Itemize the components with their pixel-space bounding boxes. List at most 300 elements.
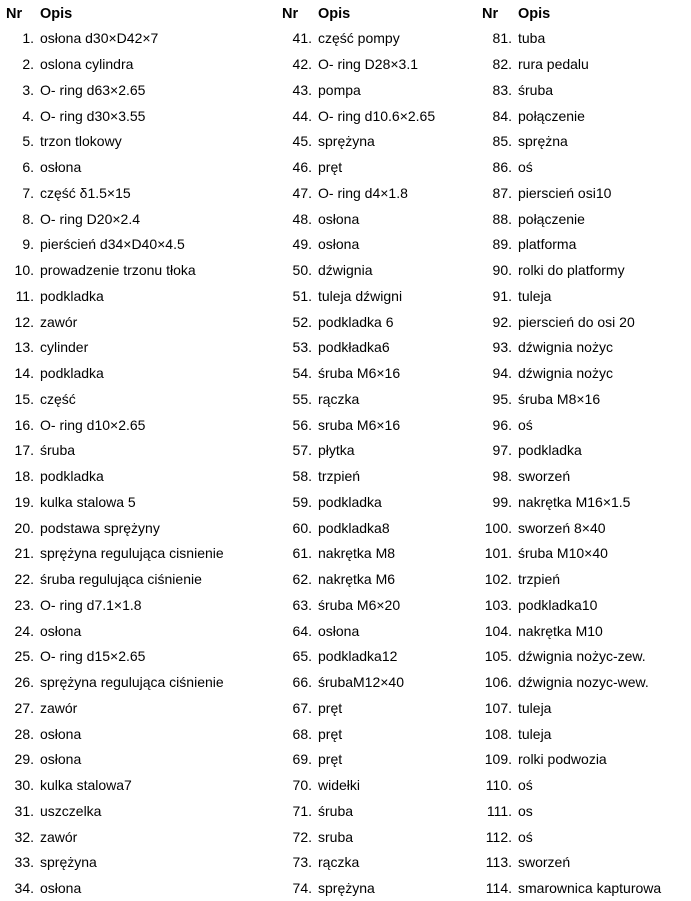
part-description: osłona xyxy=(40,751,278,767)
part-row xyxy=(482,850,689,876)
part-row xyxy=(482,618,689,644)
part-description: nakrętka M10 xyxy=(518,623,689,639)
part-number: 95. xyxy=(482,391,518,407)
part-row xyxy=(282,26,478,52)
part-row xyxy=(482,26,689,52)
part-description: pręt xyxy=(318,726,478,742)
part-description: platforma xyxy=(518,236,689,252)
part-row xyxy=(482,154,689,180)
part-row xyxy=(282,206,478,232)
part-description: śruba xyxy=(40,442,278,458)
part-description: os xyxy=(518,803,689,819)
part-row xyxy=(482,489,689,515)
part-row xyxy=(482,515,689,541)
part-row xyxy=(482,669,689,695)
part-number: 65. xyxy=(282,648,318,664)
part-number: 12. xyxy=(6,314,40,330)
part-row xyxy=(482,283,689,309)
part-description: podkladka10 xyxy=(518,597,689,613)
part-description: sprężyna xyxy=(40,854,278,870)
part-description: O- ring d15×2.65 xyxy=(40,648,278,664)
part-row xyxy=(6,438,278,464)
part-row xyxy=(482,695,689,721)
part-description: dźwignia nożyc-zew. xyxy=(518,648,689,664)
part-number: 8. xyxy=(6,211,40,227)
part-number: 109. xyxy=(482,751,518,767)
part-description: śruba M8×16 xyxy=(518,391,689,407)
part-description: osłona xyxy=(318,623,478,639)
part-number: 98. xyxy=(482,468,518,484)
part-row xyxy=(282,618,478,644)
part-number: 67. xyxy=(282,700,318,716)
part-row xyxy=(282,412,478,438)
part-number: 74. xyxy=(282,880,318,896)
part-number: 71. xyxy=(282,803,318,819)
part-number: 6. xyxy=(6,159,40,175)
part-number: 47. xyxy=(282,185,318,201)
part-number: 102. xyxy=(482,571,518,587)
part-number: 14. xyxy=(6,365,40,381)
part-row xyxy=(282,515,478,541)
part-row xyxy=(482,206,689,232)
part-number: 64. xyxy=(282,623,318,639)
part-description: śruba M10×40 xyxy=(518,545,689,561)
part-description: trzpień xyxy=(318,468,478,484)
part-description: trzon tlokowy xyxy=(40,133,278,149)
part-description: oś xyxy=(518,829,689,845)
part-row xyxy=(282,566,478,592)
part-number: 61. xyxy=(282,545,318,561)
part-description: sprężyna regulująca cisnienie xyxy=(40,545,278,561)
part-description: sprężna xyxy=(518,133,689,149)
part-description: O- ring d10.6×2.65 xyxy=(318,108,478,124)
part-number: 70. xyxy=(282,777,318,793)
part-number: 34. xyxy=(6,880,40,896)
part-number: 101. xyxy=(482,545,518,561)
part-description: pręt xyxy=(318,159,478,175)
part-description: oś xyxy=(518,159,689,175)
part-description: pierścień d34×D40×4.5 xyxy=(40,236,278,252)
part-number: 21. xyxy=(6,545,40,561)
part-description: osłona xyxy=(40,159,278,175)
part-number: 81. xyxy=(482,30,518,46)
part-row xyxy=(6,721,278,747)
part-row xyxy=(6,695,278,721)
part-description: połączenie xyxy=(518,211,689,227)
column-header xyxy=(282,4,478,24)
part-description: podkladka8 xyxy=(318,520,478,536)
part-row xyxy=(6,772,278,798)
part-description: O- ring D28×3.1 xyxy=(318,56,478,72)
part-number: 1. xyxy=(6,30,40,46)
part-row xyxy=(6,489,278,515)
part-description: dźwignia nożyc xyxy=(518,365,689,381)
part-description: O- ring d10×2.65 xyxy=(40,417,278,433)
part-description: zawór xyxy=(40,829,278,845)
part-row xyxy=(482,412,689,438)
part-row xyxy=(282,850,478,876)
part-row xyxy=(282,875,478,901)
part-description: pręt xyxy=(318,751,478,767)
part-row xyxy=(6,541,278,567)
part-number: 19. xyxy=(6,494,40,510)
part-description: oś xyxy=(518,417,689,433)
part-row xyxy=(6,309,278,335)
part-description: O- ring d63×2.65 xyxy=(40,82,278,98)
part-number: 30. xyxy=(6,777,40,793)
part-row xyxy=(6,180,278,206)
part-row xyxy=(282,798,478,824)
part-row xyxy=(282,77,478,103)
part-number: 108. xyxy=(482,726,518,742)
part-description: osłona xyxy=(40,623,278,639)
part-description: oś xyxy=(518,777,689,793)
part-row xyxy=(6,592,278,618)
part-number: 48. xyxy=(282,211,318,227)
part-row xyxy=(282,335,478,361)
header-nr: Nr xyxy=(6,6,40,22)
parts-rows xyxy=(482,26,689,901)
header-opis: Opis xyxy=(40,6,278,22)
part-description: sprężyna xyxy=(318,133,478,149)
part-row xyxy=(6,283,278,309)
part-number: 112. xyxy=(482,829,518,845)
part-number: 50. xyxy=(282,262,318,278)
part-row xyxy=(282,360,478,386)
part-number: 11. xyxy=(6,288,40,304)
part-number: 113. xyxy=(482,854,518,870)
part-number: 33. xyxy=(6,854,40,870)
part-number: 103. xyxy=(482,597,518,613)
part-row xyxy=(6,51,278,77)
parts-rows xyxy=(6,26,278,901)
part-number: 84. xyxy=(482,108,518,124)
part-number: 51. xyxy=(282,288,318,304)
part-row xyxy=(482,644,689,670)
part-row xyxy=(6,129,278,155)
part-description: prowadzenie trzonu tłoka xyxy=(40,262,278,278)
part-description: sworzeń xyxy=(518,854,689,870)
part-description: sruba M6×16 xyxy=(318,417,478,433)
parts-rows xyxy=(282,26,478,901)
part-number: 59. xyxy=(282,494,318,510)
part-number: 82. xyxy=(482,56,518,72)
part-description: O- ring d7.1×1.8 xyxy=(40,597,278,613)
part-row xyxy=(282,438,478,464)
part-number: 5. xyxy=(6,133,40,149)
part-description: rączka xyxy=(318,391,478,407)
part-row xyxy=(6,154,278,180)
part-row xyxy=(282,489,478,515)
part-description: połączenie xyxy=(518,108,689,124)
part-description: płytka xyxy=(318,442,478,458)
part-row xyxy=(6,26,278,52)
part-description: dźwignia nożyc xyxy=(518,339,689,355)
part-row xyxy=(282,824,478,850)
part-row xyxy=(482,824,689,850)
part-row xyxy=(6,747,278,773)
part-number: 88. xyxy=(482,211,518,227)
part-row xyxy=(282,257,478,283)
part-number: 62. xyxy=(282,571,318,587)
part-number: 114. xyxy=(482,880,518,896)
part-row xyxy=(282,103,478,129)
part-description: tuba xyxy=(518,30,689,46)
part-number: 73. xyxy=(282,854,318,870)
part-row xyxy=(282,283,478,309)
part-row xyxy=(282,747,478,773)
part-number: 22. xyxy=(6,571,40,587)
part-number: 63. xyxy=(282,597,318,613)
part-number: 44. xyxy=(282,108,318,124)
part-row xyxy=(6,644,278,670)
part-row xyxy=(482,51,689,77)
part-row xyxy=(6,257,278,283)
part-number: 83. xyxy=(482,82,518,98)
part-description: O- ring d4×1.8 xyxy=(318,185,478,201)
part-description: O- ring D20×2.4 xyxy=(40,211,278,227)
part-description: smarownica kapturowa xyxy=(518,880,689,896)
part-row xyxy=(6,618,278,644)
part-row xyxy=(6,412,278,438)
part-description: trzpień xyxy=(518,571,689,587)
part-number: 111. xyxy=(482,803,518,819)
part-row xyxy=(482,257,689,283)
part-description: O- ring d30×3.55 xyxy=(40,108,278,124)
part-row xyxy=(482,386,689,412)
part-row xyxy=(6,824,278,850)
part-row xyxy=(6,566,278,592)
part-number: 90. xyxy=(482,262,518,278)
part-number: 85. xyxy=(482,133,518,149)
part-description: zawór xyxy=(40,314,278,330)
part-number: 9. xyxy=(6,236,40,252)
part-row xyxy=(6,206,278,232)
part-description: rączka xyxy=(318,854,478,870)
part-row xyxy=(282,592,478,618)
part-row xyxy=(482,232,689,258)
part-description: osłona d30×D42×7 xyxy=(40,30,278,46)
part-row xyxy=(282,154,478,180)
part-row xyxy=(6,360,278,386)
header-opis: Opis xyxy=(518,6,689,22)
part-description: oslona cylindra xyxy=(40,56,278,72)
part-description: rura pedalu xyxy=(518,56,689,72)
part-description: osłona xyxy=(318,236,478,252)
part-number: 26. xyxy=(6,674,40,690)
part-row xyxy=(282,51,478,77)
part-row xyxy=(282,772,478,798)
part-row xyxy=(282,695,478,721)
part-number: 107. xyxy=(482,700,518,716)
part-number: 69. xyxy=(282,751,318,767)
part-number: 49. xyxy=(282,236,318,252)
column-header xyxy=(6,4,278,24)
part-description: osłona xyxy=(40,880,278,896)
part-description: podkladka12 xyxy=(318,648,478,664)
part-number: 13. xyxy=(6,339,40,355)
part-row xyxy=(482,77,689,103)
part-row xyxy=(482,772,689,798)
part-number: 86. xyxy=(482,159,518,175)
part-description: śruba regulująca ciśnienie xyxy=(40,571,278,587)
part-number: 58. xyxy=(282,468,318,484)
part-number: 29. xyxy=(6,751,40,767)
part-number: 25. xyxy=(6,648,40,664)
part-description: rolki podwozia xyxy=(518,751,689,767)
part-description: podkładka6 xyxy=(318,339,478,355)
part-description: śrubaM12×40 xyxy=(318,674,478,690)
part-description: kulka stalowa7 xyxy=(40,777,278,793)
part-row xyxy=(6,669,278,695)
part-row xyxy=(6,103,278,129)
part-number: 15. xyxy=(6,391,40,407)
part-description: osłona xyxy=(40,726,278,742)
part-row xyxy=(482,592,689,618)
part-description: pompa xyxy=(318,82,478,98)
part-description: podkladka xyxy=(40,468,278,484)
part-number: 52. xyxy=(282,314,318,330)
part-row xyxy=(6,335,278,361)
part-description: sworzeń 8×40 xyxy=(518,520,689,536)
part-row xyxy=(482,438,689,464)
part-description: dźwignia xyxy=(318,262,478,278)
part-number: 32. xyxy=(6,829,40,845)
part-row xyxy=(482,541,689,567)
part-description: śruba M6×16 xyxy=(318,365,478,381)
part-description: podkladka 6 xyxy=(318,314,478,330)
part-description: nakrętka M8 xyxy=(318,545,478,561)
part-number: 57. xyxy=(282,442,318,458)
part-row xyxy=(482,129,689,155)
part-description: część pompy xyxy=(318,30,478,46)
part-row xyxy=(482,180,689,206)
part-description: sprężyna xyxy=(318,880,478,896)
part-row xyxy=(282,309,478,335)
part-description: część xyxy=(40,391,278,407)
part-description: podkladka xyxy=(318,494,478,510)
part-description: tuleja xyxy=(518,288,689,304)
part-number: 89. xyxy=(482,236,518,252)
part-number: 93. xyxy=(482,339,518,355)
part-row xyxy=(282,463,478,489)
part-row xyxy=(282,669,478,695)
part-number: 54. xyxy=(282,365,318,381)
part-number: 55. xyxy=(282,391,318,407)
part-number: 91. xyxy=(482,288,518,304)
part-description: cylinder xyxy=(40,339,278,355)
part-row xyxy=(482,309,689,335)
part-number: 2. xyxy=(6,56,40,72)
part-row xyxy=(6,515,278,541)
part-description: sprężyna regulująca ciśnienie xyxy=(40,674,278,690)
part-row xyxy=(282,180,478,206)
part-number: 46. xyxy=(282,159,318,175)
part-row xyxy=(6,386,278,412)
part-row xyxy=(482,721,689,747)
part-row xyxy=(6,232,278,258)
part-description: pierscień osi10 xyxy=(518,185,689,201)
part-number: 104. xyxy=(482,623,518,639)
part-description: dźwignia nozyc-wew. xyxy=(518,674,689,690)
part-row xyxy=(482,566,689,592)
part-number: 17. xyxy=(6,442,40,458)
part-number: 23. xyxy=(6,597,40,613)
part-description: tuleja xyxy=(518,700,689,716)
part-row xyxy=(282,644,478,670)
part-row xyxy=(6,77,278,103)
part-description: pierscień do osi 20 xyxy=(518,314,689,330)
column-header xyxy=(482,4,689,24)
part-number: 3. xyxy=(6,82,40,98)
part-number: 45. xyxy=(282,133,318,149)
part-number: 7. xyxy=(6,185,40,201)
part-row xyxy=(6,875,278,901)
part-number: 87. xyxy=(482,185,518,201)
part-row xyxy=(482,875,689,901)
part-row xyxy=(482,747,689,773)
part-number: 31. xyxy=(6,803,40,819)
part-description: sruba xyxy=(318,829,478,845)
part-description: uszczelka xyxy=(40,803,278,819)
part-number: 105. xyxy=(482,648,518,664)
part-number: 94. xyxy=(482,365,518,381)
part-description: część δ1.5×15 xyxy=(40,185,278,201)
part-row xyxy=(482,798,689,824)
part-number: 43. xyxy=(282,82,318,98)
part-number: 27. xyxy=(6,700,40,716)
part-number: 66. xyxy=(282,674,318,690)
part-row xyxy=(282,386,478,412)
part-description: podkladka xyxy=(518,442,689,458)
part-number: 100. xyxy=(482,520,518,536)
part-description: nakrętka M16×1.5 xyxy=(518,494,689,510)
part-description: śruba xyxy=(518,82,689,98)
part-number: 92. xyxy=(482,314,518,330)
part-number: 68. xyxy=(282,726,318,742)
part-description: kulka stalowa 5 xyxy=(40,494,278,510)
part-description: podkladka xyxy=(40,365,278,381)
part-row xyxy=(6,850,278,876)
part-row xyxy=(282,129,478,155)
part-number: 56. xyxy=(282,417,318,433)
part-number: 99. xyxy=(482,494,518,510)
part-row xyxy=(282,232,478,258)
part-row xyxy=(6,798,278,824)
part-number: 53. xyxy=(282,339,318,355)
header-nr: Nr xyxy=(482,6,518,22)
part-row xyxy=(282,541,478,567)
part-description: śruba xyxy=(318,803,478,819)
part-description: pręt xyxy=(318,700,478,716)
parts-column-1 xyxy=(6,4,278,901)
part-row xyxy=(482,335,689,361)
part-row xyxy=(482,360,689,386)
part-description: rolki do platformy xyxy=(518,262,689,278)
part-description: zawór xyxy=(40,700,278,716)
part-row xyxy=(482,103,689,129)
part-number: 106. xyxy=(482,674,518,690)
part-number: 20. xyxy=(6,520,40,536)
part-number: 16. xyxy=(6,417,40,433)
part-number: 97. xyxy=(482,442,518,458)
header-opis: Opis xyxy=(318,6,478,22)
part-description: tuleja xyxy=(518,726,689,742)
part-number: 18. xyxy=(6,468,40,484)
part-number: 42. xyxy=(282,56,318,72)
part-description: śruba M6×20 xyxy=(318,597,478,613)
part-description: widełki xyxy=(318,777,478,793)
